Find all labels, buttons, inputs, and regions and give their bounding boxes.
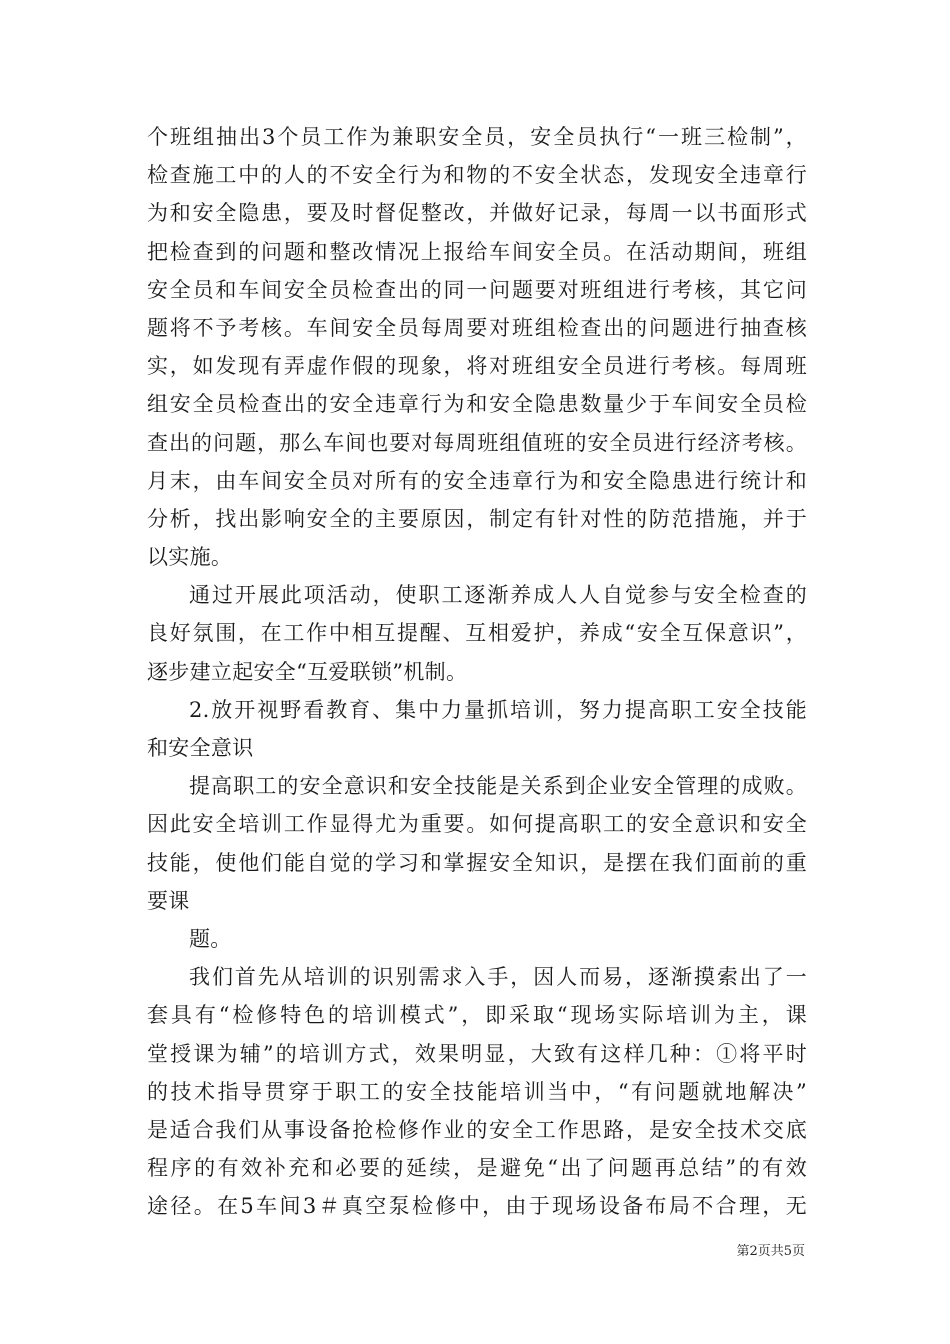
text-line: 以实施。 xyxy=(147,545,233,570)
text-line: 的技术指导贯穿于职工的安全技能培训当中，“有问题就地解决” xyxy=(147,1079,807,1104)
text-line: 题。 xyxy=(189,926,232,951)
text-line: 组安全员检查出的安全违章行为和安全隐患数量少于车间安全员检 xyxy=(147,392,807,417)
text-line: 逐步建立起安全“互爱联锁”机制。 xyxy=(147,659,468,684)
text-line: 检查施工中的人的不安全行为和物的不安全状态，发现安全违章行 xyxy=(147,163,807,188)
text-line: 堂授课为辅”的培训方式，效果明显，大致有这样几种：①将平时 xyxy=(147,1041,807,1066)
text-line: 我们首先从培训的识别需求入手，因人而易，逐渐摸索出了一 xyxy=(189,965,807,990)
text-line: 通过开展此项活动，使职工逐渐养成人人自觉参与安全检查的 xyxy=(189,583,807,608)
text-line: 安全员和车间安全员检查出的同一问题要对班组进行考核，其它问 xyxy=(147,277,807,302)
text-line: 题将不予考核。车间安全员每周要对班组检查出的问题进行抽查核 xyxy=(147,315,807,340)
text-line: 分析，找出影响安全的主要原因，制定有针对性的防范措施，并于 xyxy=(147,506,807,531)
text-line: 2.放开视野看教育、集中力量抓培训，努力提高职工安全技能 xyxy=(189,697,807,722)
text-line: 是适合我们从事设备抢检修作业的安全工作思路，是安全技术交底 xyxy=(147,1117,807,1142)
text-line: 途径。在5车间3＃真空泵检修中，由于现场设备布局不合理，无 xyxy=(147,1194,807,1219)
text-line: 套具有“检修特色的培训模式”，即采取“现场实际培训为主，课 xyxy=(147,1003,807,1028)
text-line: 月末，由车间安全员对所有的安全违章行为和安全隐患进行统计和 xyxy=(147,468,807,493)
text-line: 因此安全培训工作显得尤为重要。如何提高职工的安全意识和安全 xyxy=(147,812,807,837)
text-line: 查出的问题，那么车间也要对每周班组值班的安全员进行经济考核。 xyxy=(147,430,807,455)
text-line: 要课 xyxy=(147,888,190,913)
text-line: 把检查到的问题和整改情况上报给车间安全员。在活动期间，班组 xyxy=(147,239,807,264)
text-line: 和安全意识 xyxy=(147,736,254,760)
text-line: 技能，使他们能自觉的学习和掌握安全知识，是摆在我们面前的重 xyxy=(147,850,807,875)
document-body xyxy=(147,118,807,1225)
text-line: 个班组抽出3个员工作为兼职安全员，安全员执行“一班三检制”， xyxy=(147,125,807,149)
text-line: 为和安全隐患，要及时督促整改，并做好记录，每周一以书面形式 xyxy=(147,201,807,226)
page-number: 第2页共5页 xyxy=(736,1244,805,1259)
text-line: 程序的有效补充和必要的延续，是避免“出了问题再总结”的有效 xyxy=(147,1156,807,1181)
text-line: 提高职工的安全意识和安全技能是关系到企业安全管理的成败。 xyxy=(189,774,807,799)
text-line: 实，如发现有弄虚作假的现象，将对班组安全员进行考核。每周班 xyxy=(147,354,807,379)
text-line: 良好氛围，在工作中相互提醒、互相爱护，养成“安全互保意识”， xyxy=(147,621,807,646)
